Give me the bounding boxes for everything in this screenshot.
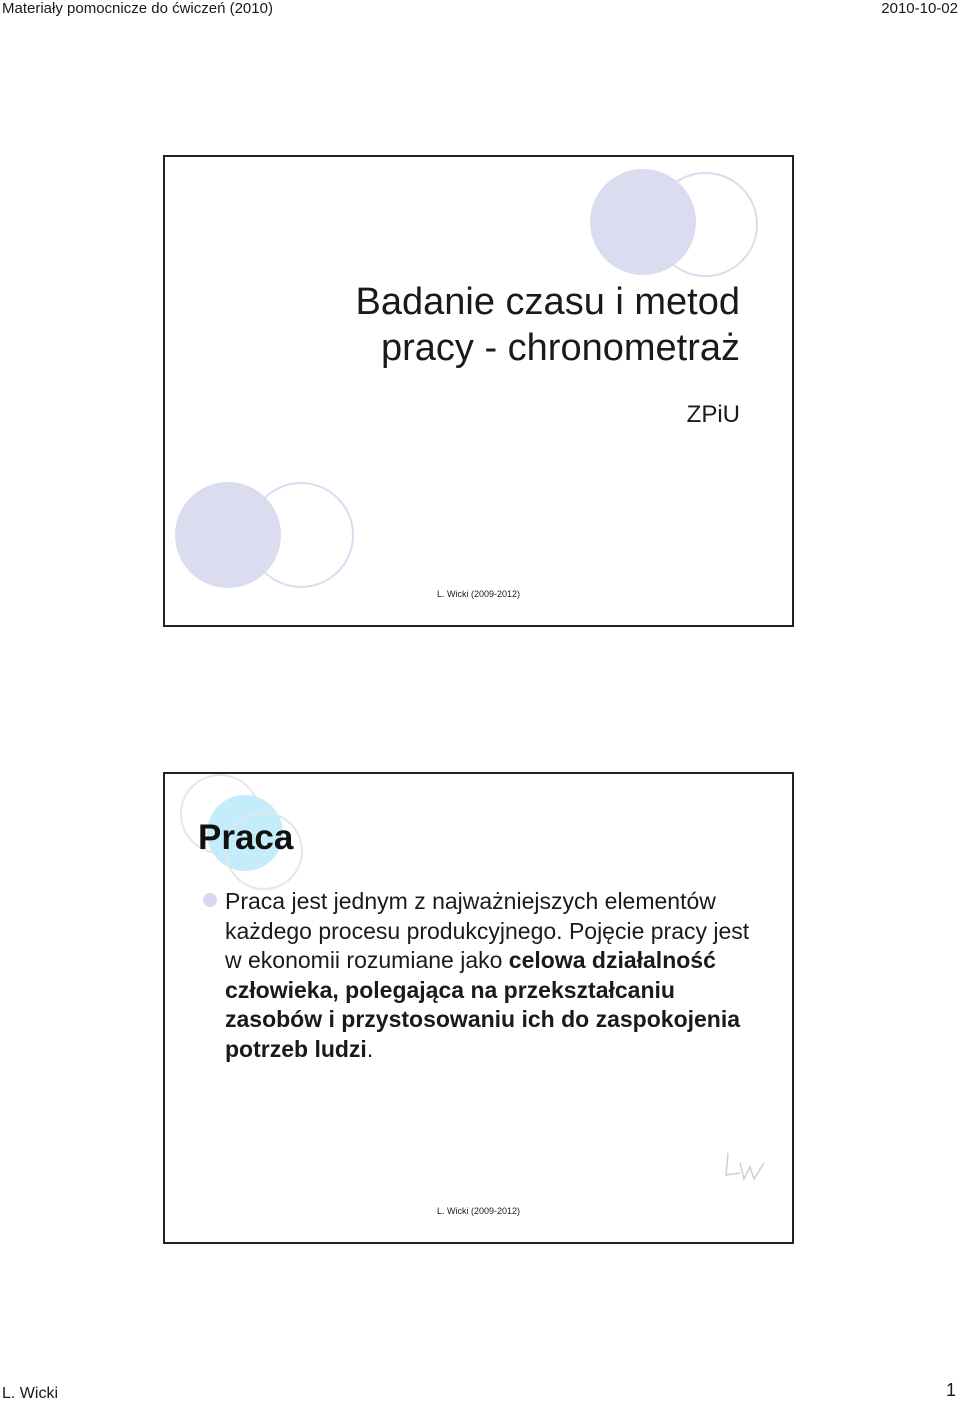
body-text-end: . xyxy=(366,1035,374,1062)
page-header-date: 2010-10-02 xyxy=(881,0,958,17)
slide-title-line-2: pracy - chronometraż xyxy=(380,327,740,369)
page-footer-author: L. Wicki xyxy=(2,1385,58,1402)
page-header-left: Materiały pomocnicze do ćwiczeń (2010) xyxy=(2,0,273,17)
slide-footer: L. Wicki (2009-2012) xyxy=(436,589,521,599)
slide-body-text xyxy=(225,887,765,1065)
decor-circle-ring xyxy=(248,482,354,588)
slide-1 xyxy=(163,155,794,627)
slide-title xyxy=(220,279,740,371)
body-text-bold: celowa działalność człowieka, polegająca na przekształcaniu zasobów i przystosowaniu ich do zaspokojenia potrzeb ludzi xyxy=(225,947,741,1062)
slide-title: Praca xyxy=(198,818,294,857)
body-text-normal: Praca jest jednym z najważniejszych elementów każdego procesu produkcyjnego. Pojęcie pracy jest w ekonomii rozumiane jako xyxy=(225,888,750,974)
bullet-dot-icon xyxy=(203,893,217,907)
page-number: 1 xyxy=(945,1380,956,1400)
slide-footer: L. Wicki (2009-2012) xyxy=(436,1206,521,1216)
signature-logo xyxy=(720,1149,772,1187)
slide-2 xyxy=(163,772,794,1244)
slide-title-line-1: Badanie czasu i metod xyxy=(355,281,740,323)
slide-subtitle: ZPiU xyxy=(686,401,740,428)
decor-circle-ring xyxy=(653,172,758,277)
